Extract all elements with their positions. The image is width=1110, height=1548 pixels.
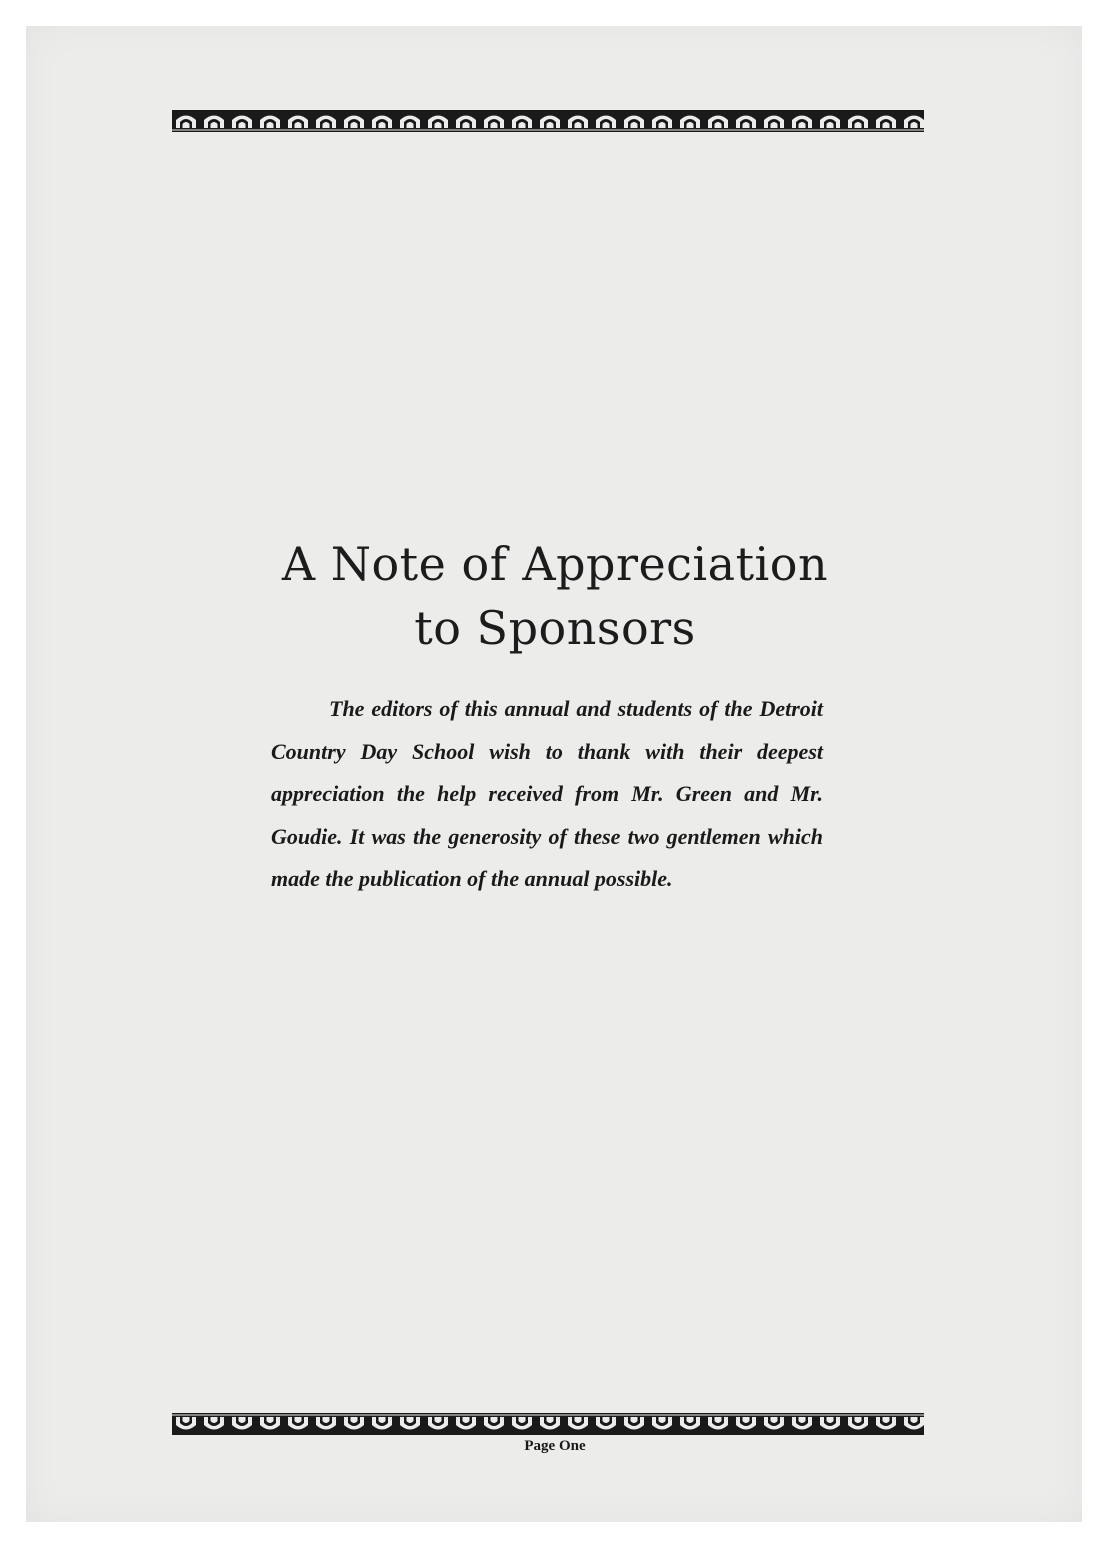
top-ornamental-border	[172, 110, 924, 132]
ornament-svg-bottom	[172, 1413, 924, 1435]
page-number: Page One	[524, 1438, 586, 1454]
page-title	[0, 532, 1110, 660]
ornament-svg-top	[172, 110, 924, 132]
appreciation-paragraph: The editors of this annual and students of the Detroit Country Day School wish to thank with their deepest appreciation the help received from Mr. Green and Mr. Goudie. It was the generosity of these two gentlemen which made the publication of the annual possible.	[271, 696, 823, 891]
title-line-2: to Sponsors	[414, 601, 696, 655]
title-line-1: A Note of Appreciation	[281, 537, 829, 591]
bottom-ornamental-border	[172, 1413, 924, 1435]
